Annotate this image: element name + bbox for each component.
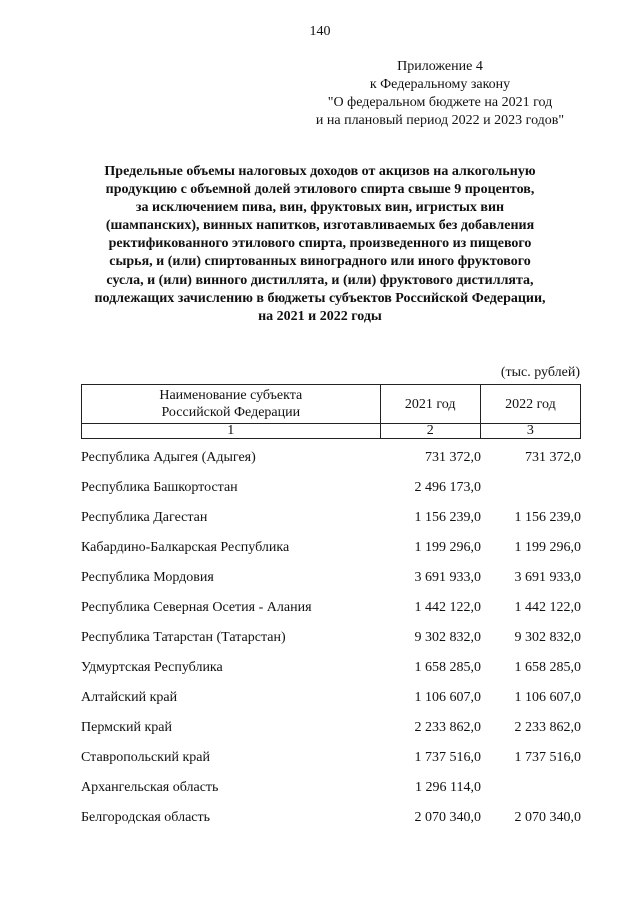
value-2022: 1 106 607,0 bbox=[514, 690, 581, 705]
title-line: на 2021 и 2022 годы bbox=[258, 308, 382, 324]
table-row bbox=[81, 567, 581, 597]
title-line: подлежащих зачислению в бюджеты субъектов Российской Федерации, bbox=[94, 290, 546, 306]
region-name: Республика Дагестан bbox=[81, 510, 208, 525]
value-2022: 3 691 933,0 bbox=[514, 570, 581, 585]
table-body bbox=[81, 447, 581, 837]
table-row bbox=[81, 807, 581, 837]
value-2021: 2 496 173,0 bbox=[414, 480, 481, 495]
region-name: Пермский край bbox=[81, 720, 172, 735]
region-name: Белгородская область bbox=[81, 810, 211, 825]
title-line: (шампанских), винных напитков, изготавливаемых без добавления bbox=[105, 218, 535, 234]
value-2021: 1 296 114,0 bbox=[415, 780, 481, 795]
value-2021: 1 737 516,0 bbox=[414, 750, 481, 765]
region-name: Архангельская область bbox=[81, 780, 219, 795]
value-2021: 9 302 832,0 bbox=[414, 630, 481, 645]
title-line: продукцию с объемной долей этилового спирта свыше 9 процентов, bbox=[105, 182, 535, 198]
appendix-line-4: и на плановый период 2022 и 2023 годов" bbox=[315, 113, 565, 128]
value-2021: 2 070 340,0 bbox=[414, 810, 481, 825]
header-year-2022: 2022 год bbox=[480, 385, 580, 424]
appendix-line-3: "О федеральном бюджете на 2021 год bbox=[327, 95, 553, 110]
table-row bbox=[81, 447, 581, 477]
value-2022: 2 070 340,0 bbox=[514, 810, 581, 825]
value-2022: 1 737 516,0 bbox=[514, 750, 581, 765]
table-row bbox=[81, 657, 581, 687]
header-row bbox=[82, 385, 581, 424]
unit-label: (тыс. рублей) bbox=[500, 365, 580, 380]
page-number: 140 bbox=[309, 24, 331, 39]
value-2021: 731 372,0 bbox=[425, 450, 481, 465]
document-title bbox=[70, 163, 570, 326]
header-region-line-1: Наименование субъекта bbox=[159, 388, 303, 403]
header-region-name bbox=[82, 385, 381, 424]
header-region-line-2: Российской Федерации bbox=[161, 405, 301, 420]
region-name: Алтайский край bbox=[81, 690, 178, 705]
region-name: Республика Татарстан (Татарстан) bbox=[81, 630, 286, 645]
column-number-1: 1 bbox=[82, 424, 381, 439]
title-line: Предельные объемы налоговых доходов от акцизов на алкогольную bbox=[104, 164, 536, 179]
value-2022: 1 156 239,0 bbox=[514, 510, 581, 525]
value-2022: 1 658 285,0 bbox=[514, 660, 581, 675]
table-row bbox=[81, 747, 581, 777]
header-year-2021: 2021 год bbox=[380, 385, 480, 424]
appendix-line-1: Приложение 4 bbox=[397, 59, 483, 74]
value-2022: 1 442 122,0 bbox=[514, 600, 581, 615]
table-row bbox=[81, 717, 581, 747]
region-name: Республика Мордовия bbox=[81, 570, 214, 585]
value-2021: 3 691 933,0 bbox=[414, 570, 481, 585]
table-row bbox=[81, 777, 581, 807]
appendix-line-2: к Федеральному закону bbox=[369, 77, 511, 92]
title-line: ректификованного этилового спирта, произведенного из пищевого bbox=[108, 236, 532, 252]
title-line: сырья, и (или) спиртованных виноградного или иного фруктового bbox=[109, 254, 531, 270]
table-row bbox=[81, 537, 581, 567]
region-name: Республика Северная Осетия - Алания bbox=[81, 600, 312, 615]
value-2022: 1 199 296,0 bbox=[514, 540, 581, 555]
value-2022: 731 372,0 bbox=[525, 450, 581, 465]
region-name: Республика Адыгея (Адыгея) bbox=[81, 450, 256, 465]
table-header bbox=[81, 384, 581, 439]
region-name: Ставропольский край bbox=[81, 750, 210, 765]
table-row bbox=[81, 597, 581, 627]
value-2021: 1 106 607,0 bbox=[414, 690, 481, 705]
table-row bbox=[81, 507, 581, 537]
column-number-3: 3 bbox=[480, 424, 580, 439]
appendix-block bbox=[290, 58, 590, 130]
table-row bbox=[81, 477, 581, 507]
table-row bbox=[81, 627, 581, 657]
title-line: за исключением пива, вин, фруктовых вин, игристых вин bbox=[135, 200, 505, 216]
value-2022: 2 233 862,0 bbox=[514, 720, 581, 735]
value-2022: 9 302 832,0 bbox=[514, 630, 581, 645]
region-name: Удмуртская Республика bbox=[81, 660, 223, 675]
value-2021: 1 199 296,0 bbox=[414, 540, 481, 555]
title-line: сусла, и (или) винного дистиллята, и (или) фруктового дистиллята, bbox=[106, 272, 534, 288]
value-2021: 1 442 122,0 bbox=[414, 600, 481, 615]
column-number-row bbox=[82, 424, 581, 439]
value-2021: 2 233 862,0 bbox=[414, 720, 481, 735]
value-2021: 1 156 239,0 bbox=[414, 510, 481, 525]
column-number-2: 2 bbox=[380, 424, 480, 439]
value-2021: 1 658 285,0 bbox=[414, 660, 481, 675]
table-row bbox=[81, 687, 581, 717]
region-name: Республика Башкортостан bbox=[81, 480, 238, 495]
region-name: Кабардино-Балкарская Республика bbox=[81, 540, 290, 555]
